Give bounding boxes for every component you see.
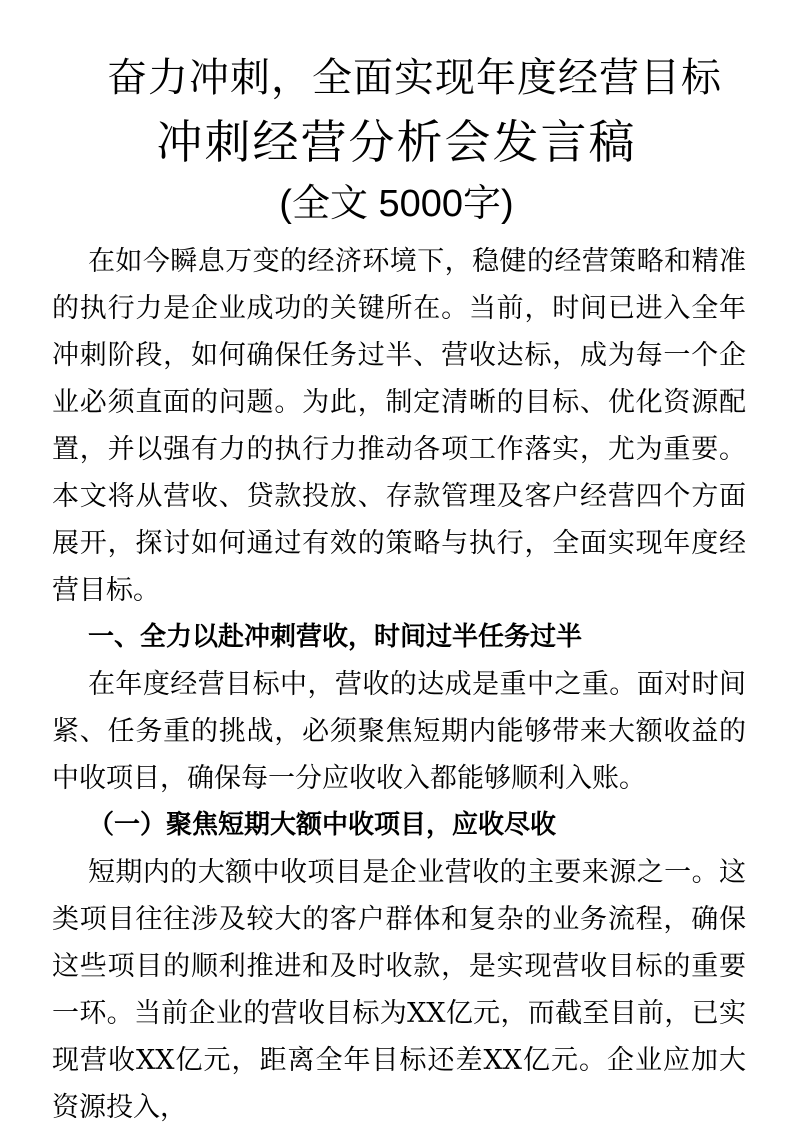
intro-paragraph: 在如今瞬息万变的经济环境下，稳健的经营策略和精准的执行力是企业成功的关键所在。当前，时间已进入全年冲刺阶段，如何确保任务过半、营收达标，成为每一个企业必须直面的问题。为此，制定清晰的目标、优化资源配置，并以强有力的执行力推动各项工作落实，尤为重要。本文将从营收、贷款投放、存款管理及客户经营四个方面展开，探讨如何通过有效的策略与执行，全面实现年度经营目标。	[52, 246, 746, 606]
document-body	[52, 238, 746, 1131]
subsection-1-paragraph: 短期内的大额中收项目是企业营收的主要来源之一。这类项目往往涉及较大的客户群体和复杂的业务流程，确保这些项目的顺利推进和及时收款，是实现营收目标的重要一环。当前企业的营收目标为XX亿元，而截至目前，已实现营收XX亿元，距离全年目标还差XX亿元。企业应加大资源投入，	[52, 857, 746, 1123]
document-title-line-2: 冲刺经营分析会发言稿	[156, 115, 637, 169]
section-1-heading: 一、全力以赴冲刺营收，时间过半任务过半	[88, 622, 583, 652]
section-1-paragraph: 在年度经营目标中，营收的达成是重中之重。面对时间紧、任务重的挑战，必须聚焦短期内能够带来大额收益的中收项目，确保每一分应收收入都能够顺利入账。	[52, 669, 746, 794]
document-title-line-1: 奋力冲刺，全面实现年度经营目标	[107, 55, 722, 101]
document-word-count: (全文 5000字)	[279, 183, 514, 225]
subsection-1-heading: （一）聚焦短期大额中收项目，应收尽收	[88, 810, 557, 840]
